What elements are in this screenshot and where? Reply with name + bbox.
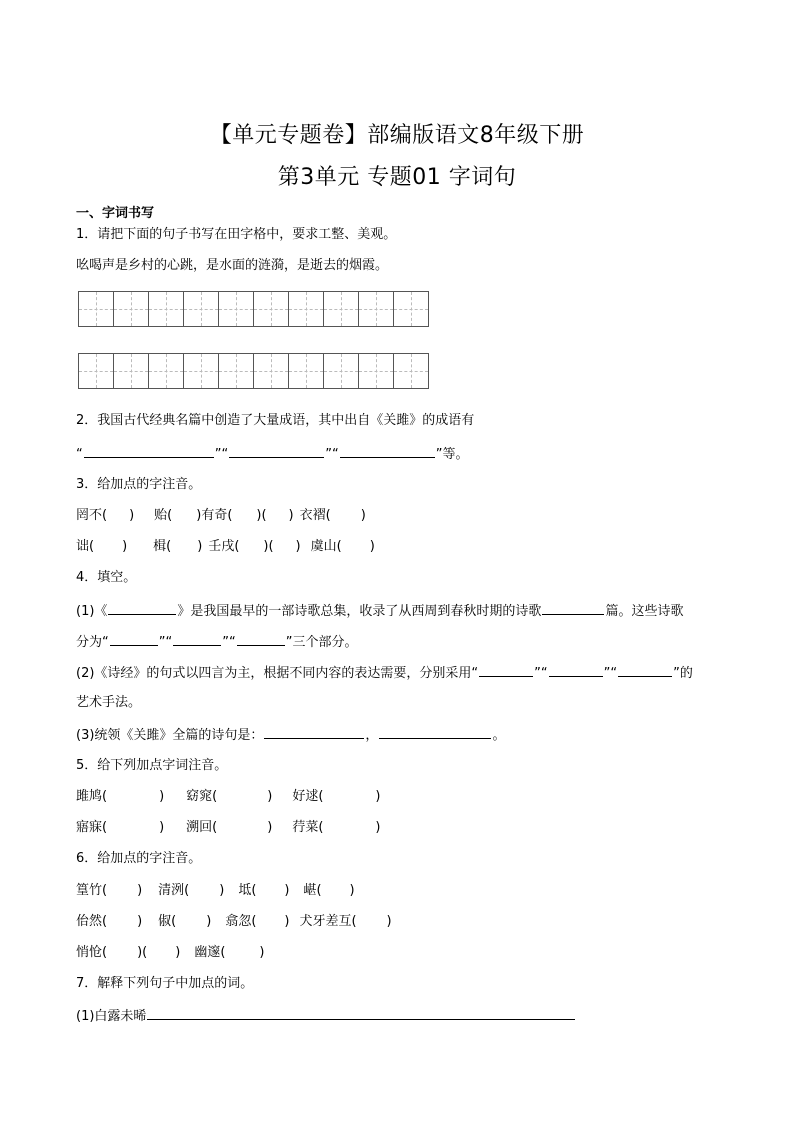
pinyin-close: ) xyxy=(259,945,265,960)
fill-text: (2)《诗经》的句式以四言为主，根据不同内容的表达需要，分别采用“ xyxy=(76,666,479,681)
answer-blank[interactable] xyxy=(237,632,285,646)
grid-cell[interactable] xyxy=(394,354,429,388)
fill-text: ， xyxy=(365,728,379,743)
q6-prompt: 6．给加点的字注音。 xyxy=(76,851,202,866)
pinyin-close: ) xyxy=(219,883,225,898)
pinyin-item: 佁然( xyxy=(76,914,108,929)
pinyin-item: 犬牙差互( xyxy=(299,914,357,929)
answer-blank[interactable] xyxy=(542,601,604,615)
pinyin-item: 楫( xyxy=(153,539,172,554)
grid-cell[interactable] xyxy=(289,354,324,388)
quote-mark: “ xyxy=(76,447,83,462)
fill-text: ”的 xyxy=(673,666,693,681)
grid-cell[interactable] xyxy=(184,354,219,388)
answer-blank[interactable] xyxy=(110,632,158,646)
fill-text: (1)《 xyxy=(76,604,108,619)
pinyin-close: ) xyxy=(288,508,294,523)
quote-mark: ”等。 xyxy=(435,447,469,462)
pinyin-close: ) xyxy=(129,508,135,523)
answer-blank[interactable] xyxy=(264,725,364,739)
fill-text: ”“ xyxy=(222,635,236,650)
pinyin-sep: )( xyxy=(256,508,267,523)
grid-cell[interactable] xyxy=(79,292,114,326)
pinyin-item: 雎鸠( xyxy=(76,789,108,804)
fill-text: 篇。这些诗歌 xyxy=(605,604,684,619)
pinyin-close: ) xyxy=(137,883,143,898)
pinyin-item: 衣褶( xyxy=(299,508,331,523)
pinyin-close: ) xyxy=(386,914,392,929)
grid-cell[interactable] xyxy=(219,354,254,388)
pinyin-item: 虞山( xyxy=(310,539,342,554)
q5-prompt: 5．给下列加点字词注音。 xyxy=(76,758,228,773)
pinyin-close: ) xyxy=(284,883,290,898)
pinyin-close: ) xyxy=(159,789,165,804)
grid-cell[interactable] xyxy=(324,292,359,326)
pinyin-close: ) xyxy=(375,820,381,835)
pinyin-item: 篁竹( xyxy=(76,883,108,898)
pinyin-close: ) xyxy=(267,789,273,804)
grid-cell[interactable] xyxy=(289,292,324,326)
fill-text: 》是我国最早的一部诗歌总集，收录了从西周到春秋时期的诗歌 xyxy=(177,604,542,619)
grid-cell[interactable] xyxy=(254,354,289,388)
q4-part-2 xyxy=(76,663,693,683)
pinyin-item: 荇菜( xyxy=(292,820,324,835)
pinyin-close: ) xyxy=(122,539,128,554)
fill-text: ”“ xyxy=(158,635,173,650)
grid-cell[interactable] xyxy=(79,354,114,388)
pinyin-item: 好逑( xyxy=(292,789,324,804)
fill-text: (1)白露未晞 xyxy=(76,1009,147,1024)
q7-prompt: 7．解释下列句子中加点的词。 xyxy=(76,976,254,991)
pinyin-close: ) xyxy=(360,508,366,523)
q7-part-1 xyxy=(76,1006,576,1026)
pinyin-item: 坻( xyxy=(238,883,257,898)
pinyin-close: ) xyxy=(196,508,202,523)
q3-row-1 xyxy=(76,507,366,525)
pinyin-item: 寤寐( xyxy=(76,820,108,835)
pinyin-item: 悄怆( xyxy=(76,945,108,960)
grid-cell[interactable] xyxy=(254,292,289,326)
fill-text: ”“ xyxy=(603,666,618,681)
q3-prompt: 3．给加点的字注音。 xyxy=(76,477,202,492)
pinyin-item: 溯回( xyxy=(186,820,218,835)
grid-cell[interactable] xyxy=(219,292,254,326)
fill-text: 分为“ xyxy=(76,635,109,650)
pinyin-item: 贻( xyxy=(154,508,173,523)
section-heading: 一、字词书写 xyxy=(76,206,155,221)
pinyin-close: ) xyxy=(369,539,375,554)
pinyin-item: 有奇( xyxy=(201,508,233,523)
fill-text: (3)统领《关雎》全篇的诗句是： xyxy=(76,728,264,743)
pinyin-sep: )( xyxy=(137,945,148,960)
pinyin-item: 罔不( xyxy=(76,508,108,523)
grid-cell[interactable] xyxy=(394,292,429,326)
pinyin-close: ) xyxy=(197,539,203,554)
grid-cell[interactable] xyxy=(114,292,149,326)
pinyin-close: ) xyxy=(175,945,181,960)
answer-blank[interactable] xyxy=(618,663,672,677)
pinyin-close: ) xyxy=(349,883,355,898)
pinyin-item: 窈窕( xyxy=(186,789,218,804)
writing-grid-row-2[interactable] xyxy=(78,353,429,389)
q4-part-1 xyxy=(76,601,683,621)
pinyin-item: 壬戌( xyxy=(208,539,240,554)
pinyin-close: ) xyxy=(159,820,165,835)
pinyin-item: 翕忽( xyxy=(225,914,257,929)
answer-blank[interactable] xyxy=(340,444,435,458)
page-subtitle: 第3单元 专题01 字词句 xyxy=(277,165,517,190)
q2-prompt: 2．我国古代经典名篇中创造了大量成语，其中出自《关雎》的成语有 xyxy=(76,413,475,428)
q4-part-1-cont xyxy=(76,632,357,652)
answer-blank[interactable] xyxy=(84,444,214,458)
pinyin-close: ) xyxy=(267,820,273,835)
q2-blanks xyxy=(76,444,468,464)
q6-row-1 xyxy=(76,882,355,900)
pinyin-close: ) xyxy=(375,789,381,804)
page-title: 【单元专题卷】部编版语文8年级下册 xyxy=(209,123,585,148)
writing-grid-row-1[interactable] xyxy=(78,291,429,327)
fill-text: ”三个部分。 xyxy=(285,635,358,650)
q4-part-3 xyxy=(76,725,505,745)
answer-blank[interactable] xyxy=(108,601,176,615)
pinyin-item: 清洌( xyxy=(158,883,190,898)
quote-mark: ”“ xyxy=(325,447,339,462)
q5-row-1 xyxy=(76,788,380,806)
q4-part-2-cont: 艺术手法。 xyxy=(76,695,142,710)
grid-cell[interactable] xyxy=(324,354,359,388)
q6-row-3 xyxy=(76,944,264,962)
pinyin-item: 嵁( xyxy=(303,883,322,898)
grid-cell[interactable] xyxy=(359,292,394,326)
answer-blank[interactable] xyxy=(173,632,221,646)
pinyin-close: ) xyxy=(295,539,301,554)
answer-blank[interactable] xyxy=(549,663,603,677)
q1-prompt: 1．请把下面的句子书写在田字格中，要求工整、美观。 xyxy=(76,227,397,242)
answer-blank[interactable] xyxy=(147,1006,575,1020)
answer-blank[interactable] xyxy=(229,444,324,458)
pinyin-item: 俶( xyxy=(158,914,177,929)
grid-cell[interactable] xyxy=(149,354,184,388)
q6-row-2 xyxy=(76,913,392,931)
answer-blank[interactable] xyxy=(479,663,533,677)
q3-row-2 xyxy=(76,538,375,556)
pinyin-item: 幽邃( xyxy=(194,945,226,960)
pinyin-close: ) xyxy=(206,914,212,929)
grid-cell[interactable] xyxy=(114,354,149,388)
fill-text: ”“ xyxy=(534,666,548,681)
answer-blank[interactable] xyxy=(379,725,491,739)
fill-text: 。 xyxy=(492,728,506,743)
pinyin-close: ) xyxy=(284,914,290,929)
q5-row-2 xyxy=(76,819,380,837)
q4-prompt: 4．填空。 xyxy=(76,570,137,585)
pinyin-sep: )( xyxy=(263,539,274,554)
pinyin-item: 诎( xyxy=(76,539,95,554)
quote-mark: ”“ xyxy=(214,447,229,462)
q1-sentence: 吆喝声是乡村的心跳，是水面的涟漪，是逝去的烟霞。 xyxy=(76,258,389,273)
grid-cell[interactable] xyxy=(184,292,219,326)
grid-cell[interactable] xyxy=(149,292,184,326)
pinyin-close: ) xyxy=(137,914,143,929)
grid-cell[interactable] xyxy=(359,354,394,388)
